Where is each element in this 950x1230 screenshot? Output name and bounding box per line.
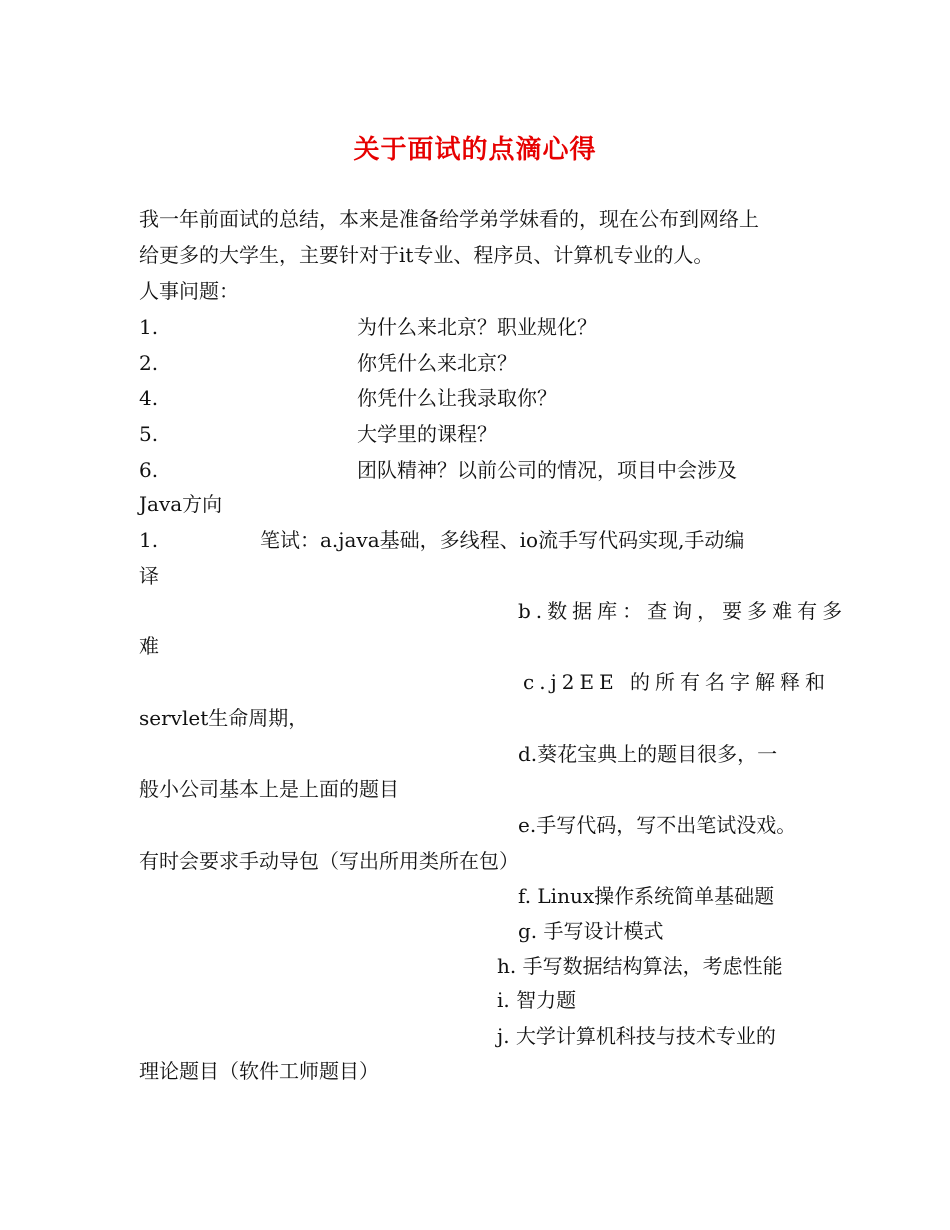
hr-item-num: 2. <box>139 351 159 375</box>
item-f: f. Linux操作系统简单基础题 <box>518 884 775 908</box>
page-title: 关于面试的点滴心得 <box>353 135 597 165</box>
written-test-text: 笔试：a.java基础，多线程、io流手写代码实现,手动编 <box>260 528 745 552</box>
hr-item-text: 团队精神？以前公司的情况，项目中会涉及 <box>357 458 737 482</box>
item-j: j. 大学计算机科技与技术专业的 <box>497 1024 776 1048</box>
item-d: d.葵花宝典上的题目很多，一 <box>518 742 778 766</box>
hr-item-text: 大学里的课程？ <box>357 422 497 446</box>
item-i: i. 智力题 <box>497 988 577 1012</box>
item-b-cont: 难 <box>139 634 159 658</box>
hr-item-num: 6. <box>139 458 159 482</box>
written-test-cont: 译 <box>139 564 159 588</box>
hr-item-num: 1. <box>139 315 159 339</box>
item-b: b.数据库：查询，要多难有多 <box>518 599 848 623</box>
item-j-cont: 理论题目（软件工师题目） <box>139 1059 379 1083</box>
hr-item-text: 为什么来北京？职业规化？ <box>357 315 597 339</box>
item-c: c.j2EE 的所有名字解释和 <box>523 670 831 694</box>
item-h: h. 手写数据结构算法，考虑性能 <box>497 954 783 978</box>
hr-item-num: 4. <box>139 386 159 410</box>
hr-heading: 人事问题： <box>139 279 239 303</box>
java-item-num: 1. <box>139 528 159 552</box>
intro-line-1: 我一年前面试的总结，本来是准备给学弟学妹看的，现在公布到网络上 <box>139 207 759 231</box>
hr-item-text: 你凭什么来北京？ <box>357 351 517 375</box>
hr-item-text: 你凭什么让我录取你？ <box>357 386 557 410</box>
hr-item-num: 5. <box>139 422 159 446</box>
item-g: g. 手写设计模式 <box>518 919 664 943</box>
item-c-cont: servlet生命周期， <box>139 706 309 730</box>
java-heading: Java方向 <box>139 492 223 516</box>
intro-line-2: 给更多的大学生，主要针对于it专业、程序员、计算机专业的人。 <box>139 243 714 267</box>
item-e: e.手写代码，写不出笔试没戏。 <box>518 813 797 837</box>
item-e-cont: 有时会要求手动导包（写出所用类所在包） <box>139 849 519 873</box>
item-d-cont: 般小公司基本上是上面的题目 <box>139 777 399 801</box>
